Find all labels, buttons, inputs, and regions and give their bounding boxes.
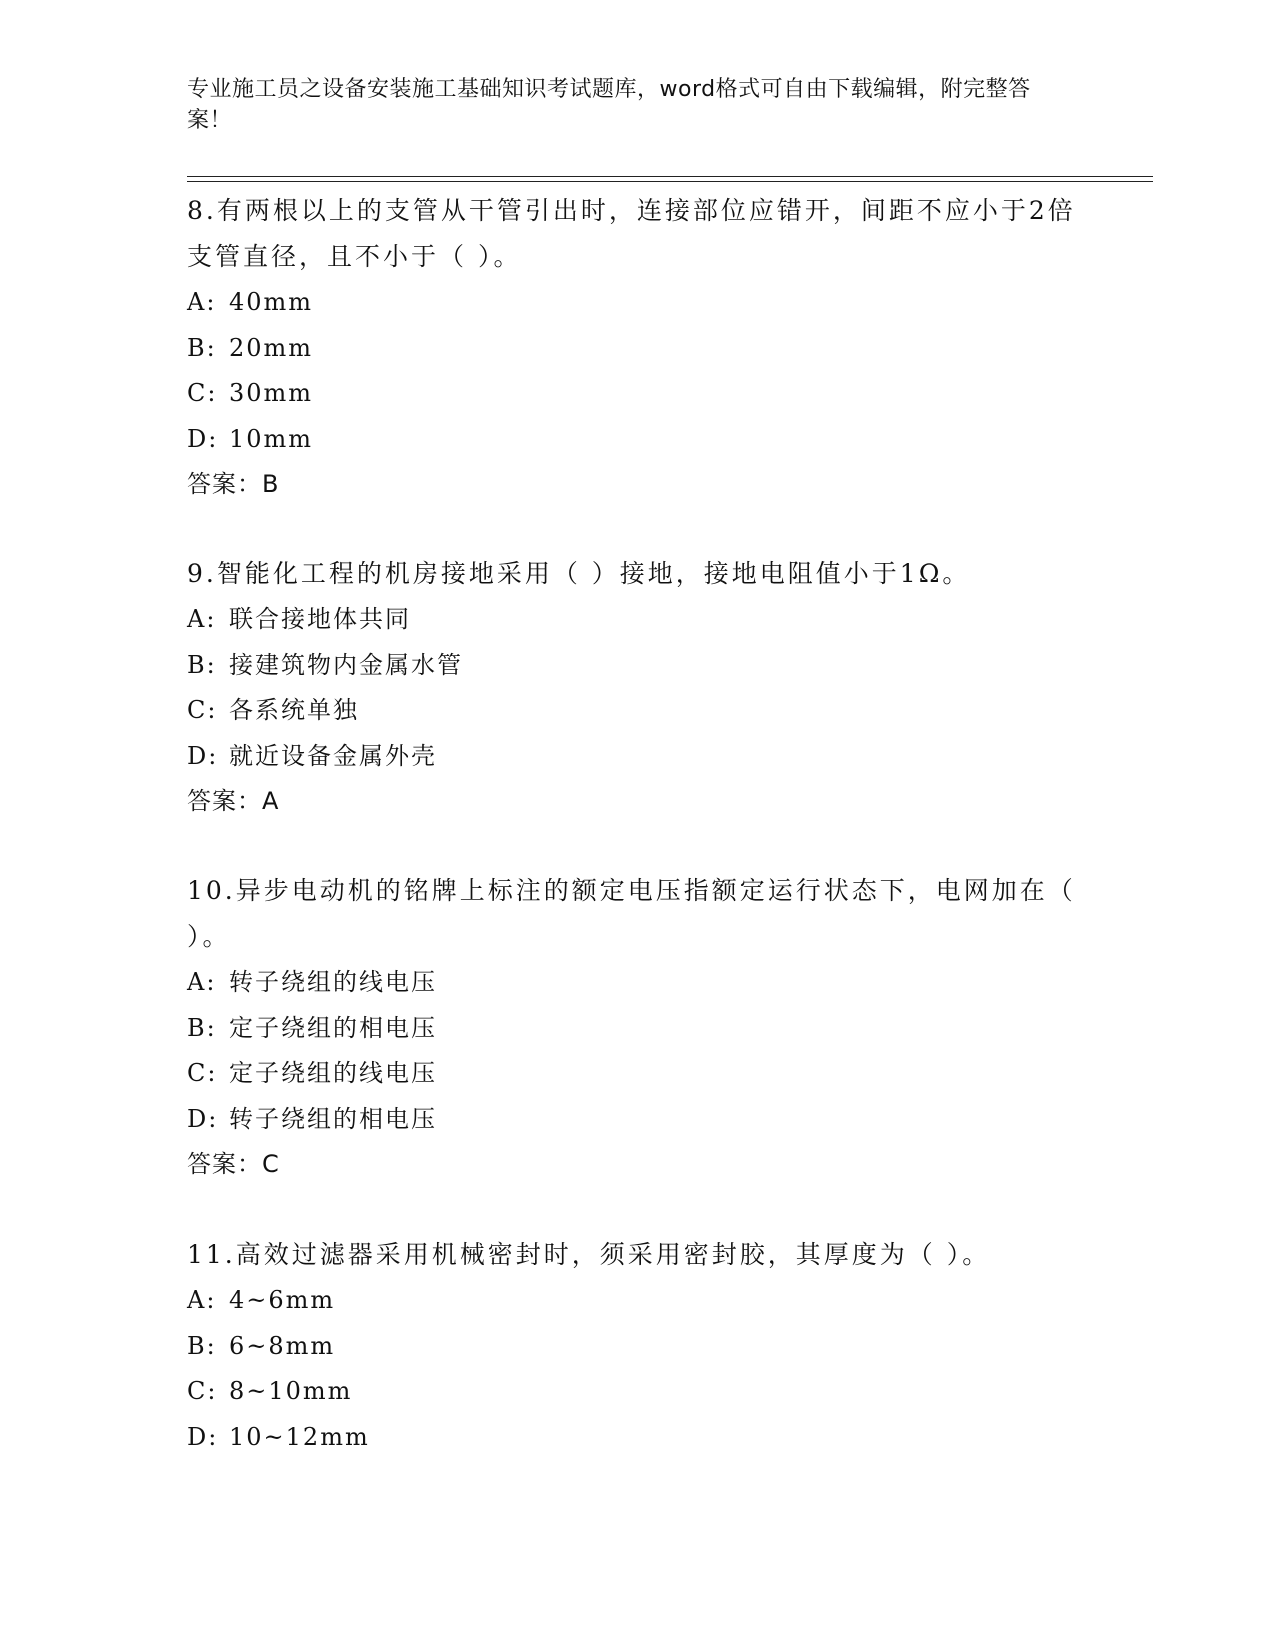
option-a <box>187 960 1087 1006</box>
option-letter: A: <box>187 288 217 316</box>
option-text: 就近设备金属外壳 <box>229 741 437 770</box>
question-text: 10.异步电动机的铭牌上标注的额定电压指额定运行状态下，电网加在（ ）。 <box>187 876 1076 951</box>
option-b <box>187 326 1087 372</box>
option-text: 8~10mm <box>229 1377 353 1405</box>
option-b <box>187 1006 1087 1052</box>
option-d <box>187 734 1087 780</box>
document-header: 专业施工员之设备安装施工基础知识考试题库，word格式可自由下载编辑，附完整答案！ <box>187 77 1031 133</box>
option-text: 10~12mm <box>229 1422 370 1451</box>
option-text: 40mm <box>229 288 314 316</box>
option-a <box>187 280 1087 326</box>
option-c <box>187 1369 1087 1415</box>
option-b <box>187 643 1087 689</box>
option-c <box>187 371 1087 417</box>
option-a <box>187 1278 1087 1324</box>
option-letter: A: <box>187 605 217 633</box>
question-text: 8.有两根以上的支管从干管引出时，连接部位应错开，间距不应小于2倍支管直径，且不小于（ ）。 <box>187 196 1076 271</box>
option-text: 4~6mm <box>229 1286 336 1314</box>
option-c <box>187 688 1087 734</box>
option-letter: B: <box>187 1331 217 1360</box>
option-letter: B: <box>187 333 217 362</box>
option-letter: D: <box>187 741 219 770</box>
option-b <box>187 1324 1087 1370</box>
question-text: 9.智能化工程的机房接地采用（ ）接地，接地电阻值小于1Ω。 <box>187 559 971 588</box>
option-letter: B: <box>187 650 217 679</box>
header-divider-bottom <box>187 181 1153 182</box>
option-text: 接建筑物内金属水管 <box>229 650 463 679</box>
question-11 <box>187 1232 1087 1460</box>
option-text: 转子绕组的相电压 <box>229 1104 437 1133</box>
option-letter: A: <box>187 1286 217 1314</box>
option-c <box>187 1051 1087 1097</box>
option-letter: D: <box>187 424 219 453</box>
option-text: 转子绕组的线电压 <box>229 968 437 996</box>
question-text: 11.高效过滤器采用机械密封时，须采用密封胶，其厚度为（ ）。 <box>187 1240 991 1269</box>
option-letter: C: <box>187 1377 218 1405</box>
option-a <box>187 597 1087 643</box>
option-d <box>187 1415 1087 1461</box>
question-9 <box>187 551 1087 823</box>
option-letter: A: <box>187 968 217 996</box>
option-letter: C: <box>187 696 218 724</box>
option-d <box>187 417 1087 463</box>
option-text: 定子绕组的相电压 <box>229 1013 437 1042</box>
question-8 <box>187 188 1087 506</box>
option-text: 10mm <box>229 424 314 453</box>
option-text: 30mm <box>229 379 314 407</box>
option-d <box>187 1097 1087 1143</box>
answer: 答案：C <box>187 1150 280 1178</box>
option-letter: B: <box>187 1013 217 1042</box>
answer: 答案：A <box>187 787 280 815</box>
option-letter: C: <box>187 379 218 407</box>
option-letter: D: <box>187 1104 219 1133</box>
answer: 答案：B <box>187 470 280 498</box>
question-10 <box>187 868 1087 1186</box>
option-letter: C: <box>187 1059 218 1087</box>
option-text: 联合接地体共同 <box>229 605 411 633</box>
option-text: 6~8mm <box>229 1331 336 1360</box>
option-text: 20mm <box>229 333 314 362</box>
header-divider-top <box>187 176 1153 177</box>
option-text: 各系统单独 <box>229 696 359 724</box>
option-text: 定子绕组的线电压 <box>229 1059 437 1087</box>
option-letter: D: <box>187 1422 219 1451</box>
